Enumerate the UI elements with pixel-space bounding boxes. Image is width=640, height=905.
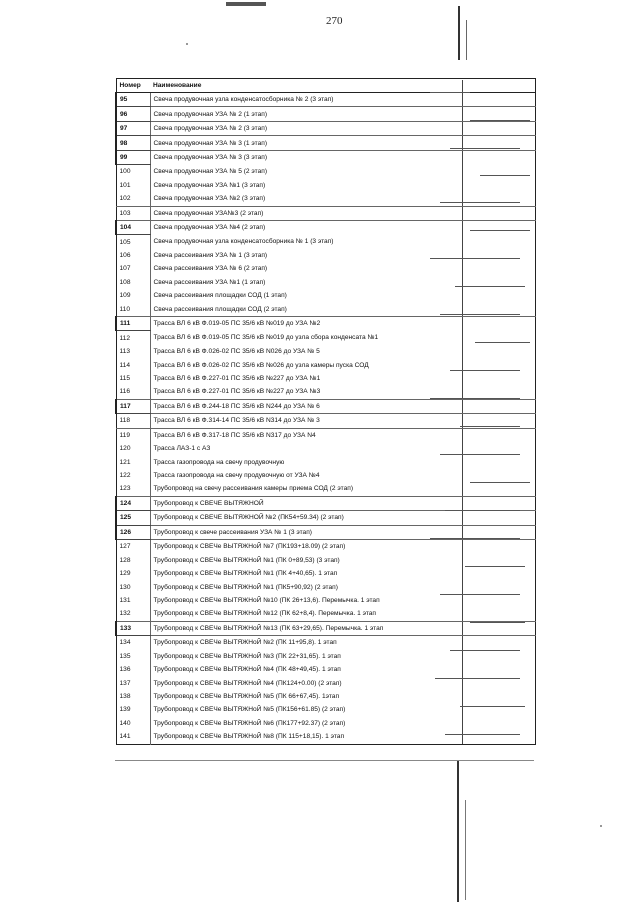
row-number: 120 — [116, 442, 150, 455]
table-row — [116, 663, 535, 676]
table-row — [116, 179, 535, 192]
row-name: Трасса ВЛ 6 кВ Ф.317-18 ПС 35/6 кВ N317 до УЗА N4 — [150, 428, 535, 442]
table-row — [116, 511, 535, 525]
row-name: Трубопровод к свече рассеивания УЗА № 1 (3 этап) — [150, 525, 535, 539]
scan-fill-line — [460, 426, 520, 427]
row-number: 104 — [116, 220, 150, 234]
table-row — [116, 331, 535, 345]
table-row — [116, 469, 535, 482]
row-number: 115 — [116, 372, 150, 385]
row-number: 96 — [116, 107, 150, 121]
table-row — [116, 650, 535, 663]
scan-fill-line — [475, 342, 530, 343]
table-row — [116, 621, 535, 635]
scan-fill-line — [450, 650, 520, 651]
row-number: 97 — [116, 121, 150, 135]
row-number: 100 — [116, 165, 150, 179]
row-number: 130 — [116, 580, 150, 593]
row-number: 128 — [116, 553, 150, 566]
scan-fill-line — [430, 398, 520, 399]
table-row — [116, 276, 535, 289]
table-row — [116, 540, 535, 554]
row-number: 102 — [116, 192, 150, 206]
table-row — [116, 206, 535, 220]
table-row — [116, 262, 535, 275]
row-name: Трубопровод к СВЕЧЕ ВЫТЯЖНОЙ — [150, 496, 535, 510]
row-name: Свеча рассеивания площадки СОД (1 этап) — [153, 292, 287, 300]
scan-fill-line — [450, 148, 520, 149]
row-name: Трубопровод к СВЕЧе ВЫТЯЖНоЙ №3 (ПК 22+31,65). 1 этап — [153, 652, 341, 660]
row-number: 137 — [116, 676, 150, 689]
scan-fill-line — [430, 92, 470, 93]
row-name: Свеча продувочная УЗА №1 (3 этап) — [153, 181, 266, 189]
table-row — [116, 235, 535, 249]
row-name: Свеча продувочная узла конденсатосборника № 1 (3 этап) — [153, 238, 334, 246]
scan-rule-bottom — [115, 760, 534, 761]
row-name: Трубопровод к СВЕЧе ВЫТЯЖНоЙ №1 (ПК 4+40,65). 1 этап — [153, 570, 338, 578]
table-row — [116, 192, 535, 206]
row-name: Трасса ВЛ 6 кВ Ф.019-05 ПС 35/6 кВ №019 до узла сбора конденсата №1 — [153, 334, 379, 342]
row-name: Свеча продувочная УЗА № 5 (2 этап) — [153, 168, 268, 176]
row-name: Трасса ВЛ 6 кВ Ф.227-01 ПС 35/6 кВ №227 до УЗА №1 — [153, 374, 321, 382]
row-name: Трубопровод к СВЕЧе ВЫТЯЖНоЙ №5 (ПК 66+67,45). 1этап — [153, 693, 340, 701]
row-name: Трасса ВЛ 6 кВ Ф.026-02 ПС 35/6 кВ №026 до узла камеры пуска СОД — [153, 361, 369, 369]
row-name: Трубопровод к СВЕЧе ВЫТЯЖНоЙ №10 (ПК 26+13,6). Перемычка. 1 этап — [153, 596, 380, 604]
row-name: Трубопровод к СВЕЧе ВЫТЯЖНоЙ №5 (ПК156+61.85) (2 этап) — [153, 706, 346, 714]
row-number: 114 — [116, 358, 150, 371]
scan-fill-line — [450, 370, 520, 371]
row-name: Трубопровод к СВЕЧе ВЫТЯЖНоЙ №2 (ПК 11+95,8). 1 этап — [150, 636, 535, 650]
row-number: 134 — [116, 636, 150, 650]
scan-margin-line-top-2 — [466, 20, 467, 60]
header-name: Наименование — [150, 79, 535, 93]
row-number: 125 — [116, 511, 150, 525]
row-name: Трубопровод к СВЕЧЕ ВЫТЯЖНОЙ №2 (ПК54+59.34) (2 этап) — [150, 511, 535, 525]
row-name: Свеча продувочная УЗА №2 (3 этап) — [153, 195, 266, 203]
row-name: Трубопровод на свечу рассеивания камеры приема СОД (2 этап) — [153, 485, 354, 493]
row-name: Свеча рассеивания УЗА №1 (1 этап) — [153, 278, 266, 286]
row-name: Свеча рассеивания УЗА № 1 (3 этап) — [153, 252, 268, 260]
row-number: 136 — [116, 663, 150, 676]
row-number: 108 — [116, 276, 150, 289]
table-row — [116, 636, 535, 650]
scan-fill-line — [480, 175, 530, 176]
table-row — [116, 428, 535, 442]
row-number: 112 — [116, 331, 150, 345]
row-number: 141 — [116, 730, 150, 744]
row-name: Свеча продувочная УЗА № 3 (1 этап) — [150, 136, 535, 150]
row-number: 110 — [116, 303, 150, 317]
row-name: Трасса газопровода на свечу продувочную — [153, 458, 285, 466]
scan-fill-line — [465, 566, 525, 567]
row-name: Свеча продувочная УЗА № 3 (3 этап) — [150, 150, 535, 164]
register-table — [115, 78, 536, 745]
row-name: Свеча продувочная УЗА № 2 (3 этап) — [150, 121, 535, 135]
row-number: 109 — [116, 289, 150, 302]
table-row — [116, 730, 535, 744]
row-name: Трубопровод к СВЕЧе ВЫТЯЖНоЙ №6 (ПК177+92.37) (2 этап) — [153, 719, 346, 727]
table-row — [116, 690, 535, 703]
table-row — [116, 249, 535, 262]
row-number: 101 — [116, 179, 150, 192]
row-number: 98 — [116, 136, 150, 150]
table-row — [116, 553, 535, 566]
row-number: 131 — [116, 594, 150, 607]
scan-fill-line — [440, 594, 520, 595]
scan-fill-line — [440, 314, 520, 315]
table-row — [116, 580, 535, 593]
scan-fill-line — [445, 510, 520, 511]
scan-margin-line-top — [458, 6, 460, 60]
row-number: 118 — [116, 414, 150, 428]
scan-margin-line-bottom — [457, 760, 459, 902]
row-number: 116 — [116, 385, 150, 399]
table-row — [116, 317, 535, 331]
table-row — [116, 165, 535, 179]
table-row — [116, 372, 535, 385]
row-name: Трасса ЛАЗ-1 с АЗ — [153, 445, 211, 453]
row-number: 124 — [116, 496, 150, 510]
row-name: Трубопровод к СВЕЧе ВЫТЯЖНоЙ №4 (ПК 48+49,45). 1 этап — [153, 666, 341, 674]
row-name: Трубопровод к СВЕЧе ВЫТЯЖНоЙ №1 (ПК 0+89,53) (3 этап) — [153, 556, 340, 564]
row-name: Трасса ВЛ 6 кВ Ф.314-14 ПС 35/6 кВ N314 до УЗА № 3 — [150, 414, 535, 428]
scan-fill-line — [435, 678, 520, 679]
row-number: 140 — [116, 717, 150, 730]
row-name: Трубопровод к СВЕЧе ВЫТЯЖНоЙ №8 (ПК 115+18,15). 1 этап — [153, 733, 345, 741]
row-name: Свеча рассеивания УЗА № 6 (2 этап) — [153, 265, 268, 273]
scan-fill-line — [440, 454, 520, 455]
row-number: 121 — [116, 455, 150, 468]
row-name: Трасса ВЛ 6 кВ Ф.026-02 ПС 35/6 кВ N026 до УЗА № 5 — [153, 348, 320, 356]
row-name: Трасса ВЛ 6 кВ Ф.244-18 ПС 35/6 кВ N244 до УЗА № 6 — [150, 399, 535, 413]
row-number: 132 — [116, 607, 150, 621]
table-row — [116, 399, 535, 413]
row-name: Трубопровод к СВЕЧе ВЫТЯЖНоЙ №4 (ПК124+0.00) (2 этап) — [153, 679, 342, 687]
row-name: Трубопровод к СВЕЧе ВЫТЯЖНоЙ №13 (ПК 63+29,65). Перемычка. 1 этап — [150, 621, 535, 635]
scan-speck — [600, 825, 602, 827]
scan-fill-line — [430, 538, 520, 539]
row-name: Трасса газопровода на свечу продувочную от УЗА №4 — [153, 472, 320, 480]
row-name: Трасса ВЛ 6 кВ Ф.227-01 ПС 35/6 кВ №227 до УЗА №3 — [153, 388, 321, 396]
table-row — [116, 607, 535, 621]
scan-margin-line-bottom-2 — [465, 800, 466, 900]
table-row — [116, 93, 535, 107]
row-number: 135 — [116, 650, 150, 663]
row-name: Свеча рассеивания площадки СОД (2 этап) — [153, 305, 287, 313]
row-number: 123 — [116, 482, 150, 496]
row-name: Трубопровод к СВЕЧе ВЫТЯЖНоЙ №12 (ПК 62+8,4). Перемычка. 1 этап — [153, 610, 377, 618]
row-name: Трубопровод к СВЕЧе ВЫТЯЖНоЙ №7 (ПК193+18.09) (2 этап) — [150, 540, 535, 554]
scan-fill-line — [445, 734, 520, 735]
row-number: 126 — [116, 525, 150, 539]
scan-smudge-top — [226, 2, 266, 6]
row-number: 111 — [116, 317, 150, 331]
table-row — [116, 567, 535, 580]
scan-fill-line — [470, 230, 530, 231]
row-name: Свеча продувочная УЗА №4 (2 этап) — [150, 220, 535, 234]
table-header-row — [116, 79, 535, 93]
table-row — [116, 455, 535, 468]
table-row — [116, 496, 535, 510]
table-row — [116, 150, 535, 164]
row-name: Свеча продувочная узла конденсатосборника № 2 (3 этап) — [153, 96, 334, 104]
row-number: 129 — [116, 567, 150, 580]
scan-fill-line — [470, 482, 530, 483]
row-number: 117 — [116, 399, 150, 413]
row-name: Свеча продувочная УЗА № 2 (1 этап) — [150, 107, 535, 121]
row-number: 119 — [116, 428, 150, 442]
scan-fill-line — [455, 286, 525, 287]
row-number: 113 — [116, 345, 150, 358]
table-row — [116, 594, 535, 607]
row-number: 106 — [116, 249, 150, 262]
row-name: Трасса ВЛ 6 кВ Ф.019-05 ПС 35/6 кВ №019 до УЗА №2 — [150, 317, 535, 331]
row-number: 107 — [116, 262, 150, 275]
row-number: 103 — [116, 206, 150, 220]
table-row — [116, 345, 535, 358]
table-body — [116, 93, 535, 745]
table-row — [116, 121, 535, 135]
scan-fill-line — [470, 120, 530, 121]
row-number: 133 — [116, 621, 150, 635]
page-number: 270 — [326, 15, 343, 27]
scan-fill-line — [430, 258, 520, 259]
scan-fill-line — [440, 202, 520, 203]
table-row — [116, 717, 535, 730]
scan-fill-line — [470, 622, 525, 623]
row-name: Трубопровод к СВЕЧе ВЫТЯЖНоЙ №1 (ПК5+90,92) (2 этап) — [153, 583, 338, 591]
table-row — [116, 289, 535, 302]
row-number: 127 — [116, 540, 150, 554]
row-number: 139 — [116, 703, 150, 716]
row-number: 105 — [116, 235, 150, 249]
table-row — [116, 220, 535, 234]
table-row — [116, 482, 535, 496]
row-number: 95 — [116, 93, 150, 107]
row-number: 122 — [116, 469, 150, 482]
header-number: Номер — [116, 79, 150, 93]
row-number: 99 — [116, 150, 150, 164]
scan-fill-line — [460, 706, 525, 707]
scan-speck — [186, 43, 188, 45]
row-number: 138 — [116, 690, 150, 703]
row-name: Свеча продувочная УЗА№3 (2 этап) — [150, 206, 535, 220]
